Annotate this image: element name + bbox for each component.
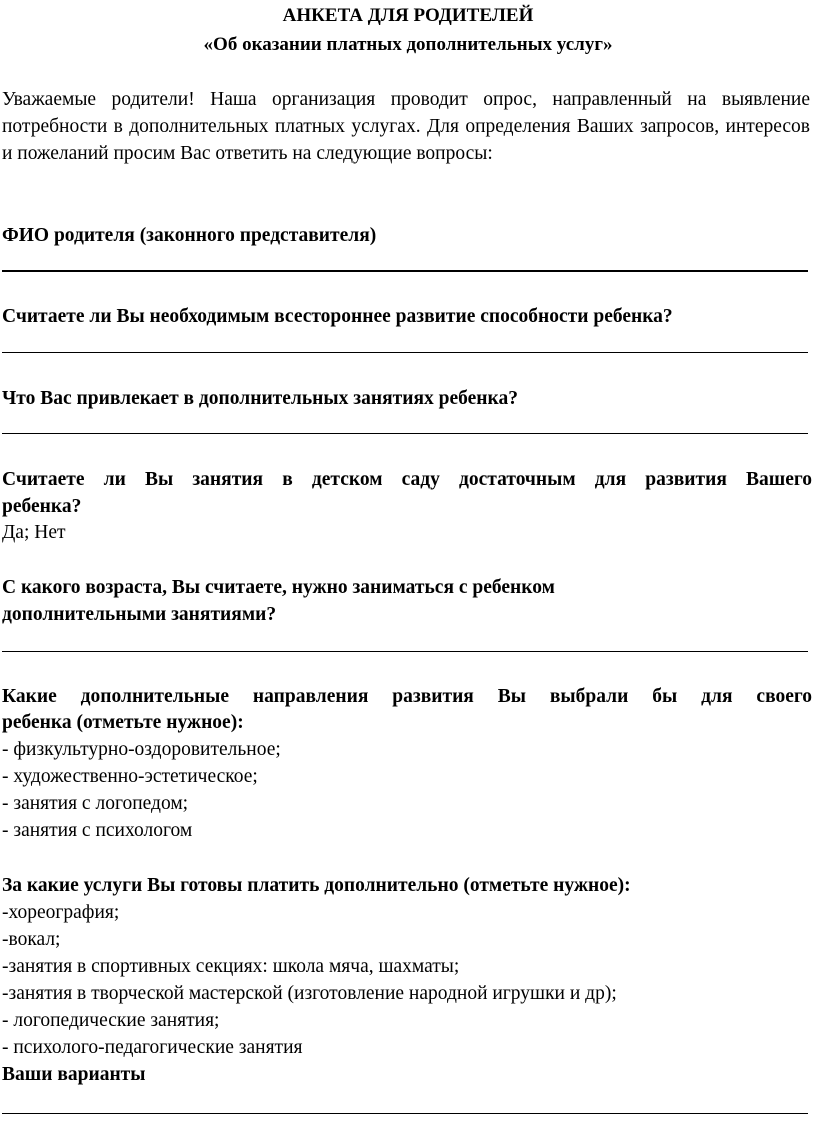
page-subtitle: «Об оказании платных дополнительных услуг» bbox=[203, 34, 613, 55]
question-kindergarten-line1: Считаете ли Вы занятия в детском саду достаточным для развития Вашего bbox=[2, 469, 812, 490]
answer-yes-no: Да; Нет bbox=[2, 522, 66, 543]
question-age-line1: С какого возраста, Вы считаете, нужно заниматься с ребенком bbox=[2, 577, 555, 598]
question-your-options: Ваши варианты bbox=[2, 1064, 146, 1085]
option-item[interactable]: - занятия с психологом bbox=[2, 820, 193, 841]
question-kindergarten-line2: ребенка? bbox=[2, 496, 82, 517]
answer-line-age[interactable] bbox=[2, 651, 808, 652]
answer-line-parent-name[interactable] bbox=[2, 270, 808, 272]
question-parent-name: ФИО родителя (законного представителя) bbox=[2, 225, 377, 246]
option-item[interactable]: - физкультурно-оздоровительное; bbox=[2, 739, 281, 760]
question-age-line2: дополнительными занятиями? bbox=[2, 604, 277, 625]
service-item[interactable]: - психолого-педагогические занятия bbox=[2, 1037, 303, 1058]
page-title: АНКЕТА ДЛЯ РОДИТЕЛЕЙ bbox=[282, 5, 534, 26]
service-item[interactable]: -вокал; bbox=[2, 929, 61, 950]
question-attraction: Что Вас привлекает в дополнительных занятиях ребенка? bbox=[2, 388, 518, 409]
option-item[interactable]: - художественно-эстетическое; bbox=[2, 766, 258, 787]
question-development: Считаете ли Вы необходимым всестороннее развитие способности ребенка? bbox=[2, 306, 673, 327]
question-paid-services: За какие услуги Вы готовы платить дополнительно (отметьте нужное): bbox=[2, 875, 631, 896]
answer-line-development[interactable] bbox=[2, 352, 808, 353]
service-item[interactable]: - логопедические занятия; bbox=[2, 1010, 220, 1031]
question-directions-line2: ребенка (отметьте нужное): bbox=[2, 712, 244, 733]
service-item[interactable]: -хореография; bbox=[2, 902, 120, 923]
answer-line-your-options[interactable] bbox=[2, 1113, 808, 1114]
service-item[interactable]: -занятия в творческой мастерской (изготовление народной игрушки и др); bbox=[2, 983, 617, 1004]
option-item[interactable]: - занятия с логопедом; bbox=[2, 793, 189, 814]
intro-paragraph: Уважаемые родители! Наша организация проводит опрос, направленный на выявление потребности в дополнительных платных услугах. Для определения Ваших запросов, интересов и пожеланий просим Вас ответить на следующие вопросы: bbox=[2, 89, 810, 164]
service-item[interactable]: -занятия в спортивных секциях: школа мяча, шахматы; bbox=[2, 956, 460, 977]
answer-line-attraction[interactable] bbox=[2, 433, 808, 434]
question-directions-line1: Какие дополнительные направления развития Вы выбрали бы для своего bbox=[2, 686, 812, 707]
